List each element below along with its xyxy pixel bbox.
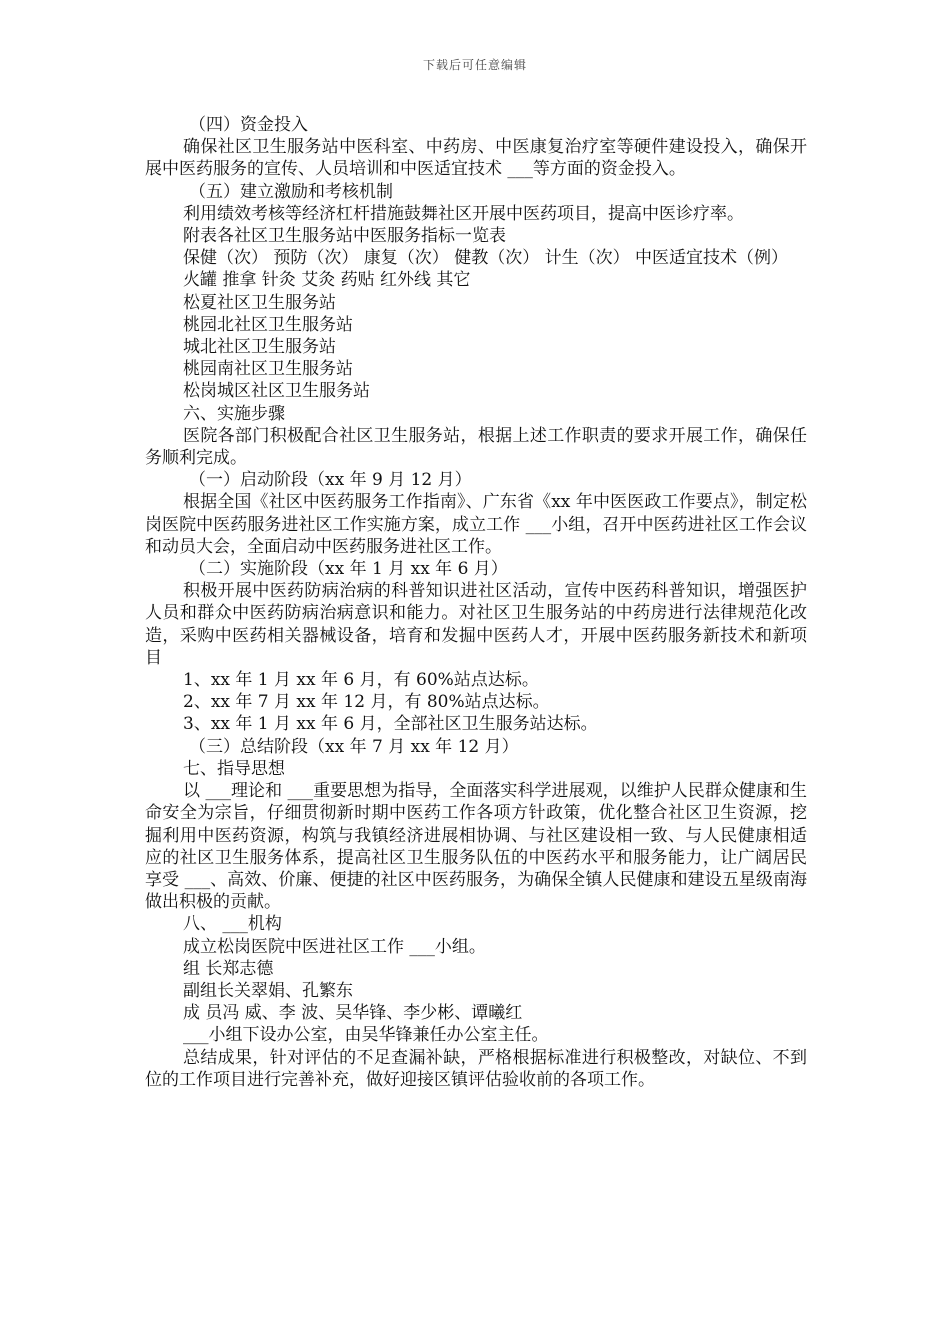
paragraph: （二）实施阶段（xx 年 1 月 xx 年 6 月） xyxy=(189,559,508,580)
paragraph: 附表各社区卫生服务站中医服务指标一览表 xyxy=(183,226,506,247)
paragraph: 松夏社区卫生服务站 xyxy=(183,292,336,313)
paragraph: （五）建立激励和考核机制 xyxy=(189,181,393,202)
paragraph: （四）资金投入 xyxy=(189,115,308,135)
paragraph: 六、实施步骤 xyxy=(183,403,285,424)
paragraph: 保健（次） 预防（次） 康复（次） 健教（次） 计生（次） 中医适宜技术（例） xyxy=(183,248,789,269)
paragraph: 确保社区卫生服务站中医科室、中药房、中医康复治疗室等硬件建设投入，确保开展中医药服务的宣传、人员培训和中医适宜技术 ___等方面的资金投入。 xyxy=(145,137,807,180)
paragraph: 副组长关翠娟、孔繁东 xyxy=(183,980,353,1001)
page-header: 下载后可任意编辑 xyxy=(422,58,527,72)
paragraph: 根据全国《社区中医药服务工作指南》、广东省《xx 年中医医政工作要点》，制定松岗医院中医药服务进社区工作实施方案，成立工作 ___小组，召开中医药进社区工作会议和动员大会，全面启动中医药服务进社区工作。 xyxy=(145,492,807,557)
paragraph: 组 长郑志德 xyxy=(183,958,274,979)
paragraph: （一）启动阶段（xx 年 9 月 12 月） xyxy=(189,470,472,491)
paragraph: 八、 ___机构 xyxy=(183,914,282,935)
paragraph: 城北社区卫生服务站 xyxy=(183,337,336,358)
paragraph: 积极开展中医药防病治病的科普知识进社区活动，宣传中医药科普知识，增强医护人员和群众中医药防病治病意识和能力。对社区卫生服务站的中药房进行法律规范化改造，采购中医药相关器械设备，培育和发掘中医药人才，开展中医药服务新技术和新项目 xyxy=(145,581,807,668)
paragraph: （三）总结阶段（xx 年 7 月 xx 年 12 月） xyxy=(189,736,519,757)
paragraph: 总结成果，针对评估的不足查漏补缺，严格根据标准进行积极整改，对缺位、不到位的工作项目进行完善补充，做好迎接区镇评估验收前的各项工作。 xyxy=(145,1047,807,1090)
paragraph: 火罐 推拿 针灸 艾灸 药贴 红外线 其它 xyxy=(183,270,471,291)
paragraph: 医院各部门积极配合社区卫生服务站，根据上述工作职责的要求开展工作，确保任务顺利完成。 xyxy=(145,425,807,469)
paragraph: 2、xx 年 7 月 xx 年 12 月，有 80%站点达标。 xyxy=(183,692,550,713)
paragraph: 松岗城区社区卫生服务站 xyxy=(183,381,370,402)
paragraph: 桃园南社区卫生服务站 xyxy=(183,359,353,380)
paragraph: ___小组下设办公室，由吴华锋兼任办公室主任。 xyxy=(183,1025,549,1046)
paragraph: 成立松岗医院中医进社区工作 ___小组。 xyxy=(183,936,486,957)
paragraph: 桃园北社区卫生服务站 xyxy=(183,314,353,335)
paragraph: 以 ___理论和 ___重要思想为指导，全面落实科学进展观，以维护人民群众健康和生命安全为宗旨，仔细贯彻新时期中医药工作各项方针政策，优化整合社区卫生资源，挖掘利用中医药资源，构筑与我镇经济进展相协调、与社区建设相一致、与人民健康相适应的社区卫生服务体系，提高社区卫生服务队伍的中医药水平和服务能力，让广阔居民享受 ___、高效、价廉、便捷的社区中医药服务，为确保全镇人民健康和建设五星级南海做出积极的贡献。 xyxy=(145,781,807,913)
paragraph: 3、xx 年 1 月 xx 年 6 月，全部社区卫生服务站达标。 xyxy=(183,714,598,735)
paragraph: 1、xx 年 1 月 xx 年 6 月，有 60%站点达标。 xyxy=(183,670,539,691)
document-body xyxy=(145,114,807,1091)
paragraph: 成 员冯 威、李 波、吴华锋、李少彬、谭曦红 xyxy=(183,1003,523,1024)
paragraph: 利用绩效考核等经济杠杆措施鼓舞社区开展中医药项目，提高中医诊疗率。 xyxy=(183,203,744,224)
paragraph: 七、指导思想 xyxy=(183,758,285,779)
